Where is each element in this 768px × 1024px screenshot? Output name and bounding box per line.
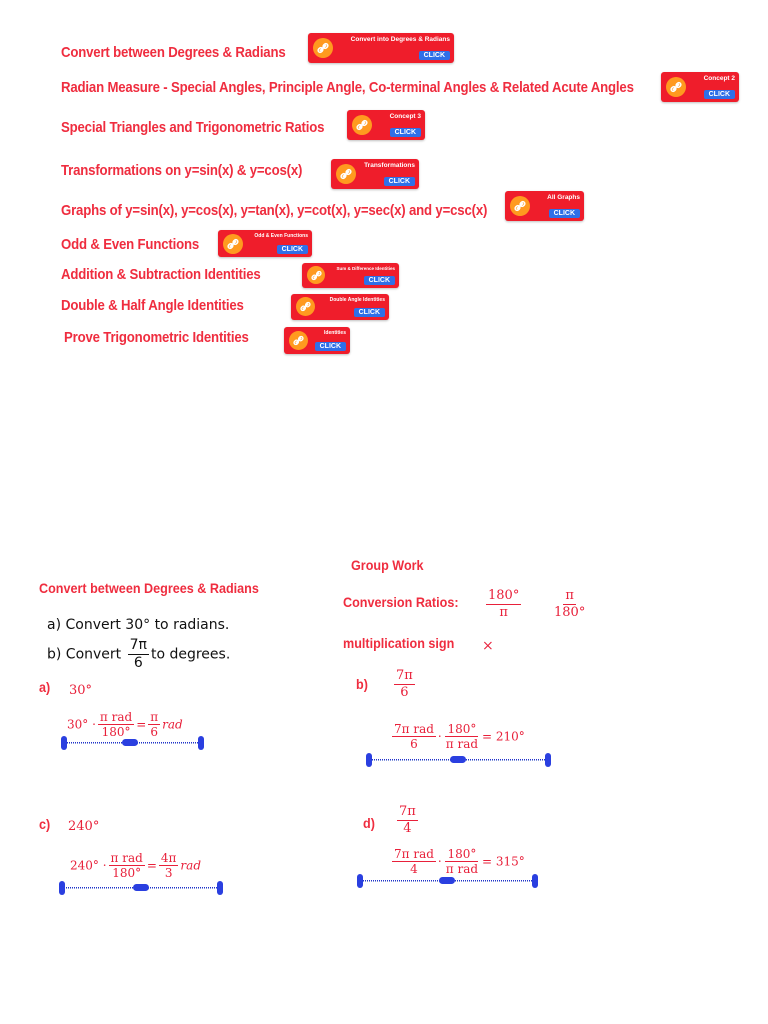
link-button-concept-3[interactable]	[347, 110, 425, 140]
worksheet-title: Convert between Degrees & Radians	[39, 580, 259, 596]
link-button-label: Concept 2	[703, 75, 735, 82]
slider-knob[interactable]	[133, 884, 149, 891]
link-button-label: Concept 3	[389, 113, 421, 120]
part-a-work: 30° · $\frac{\text{π rad}}{180^\circ}$ = $\frac{\pi}{6}$ rad	[67, 710, 183, 740]
link-button-transformations[interactable]	[331, 159, 419, 189]
click-label: CLICK	[419, 51, 450, 60]
question-b-fraction: $\frac{7\pi}{6}$	[129, 637, 147, 671]
part-c-given: 240°	[68, 819, 100, 834]
slider-right-cap[interactable]	[198, 736, 204, 750]
topic-title-1: Convert between Degrees & Radians	[61, 44, 286, 61]
click-label: CLICK	[315, 342, 346, 351]
click-label: CLICK	[277, 245, 308, 254]
slider-a[interactable]	[61, 736, 204, 750]
multiplication-symbol: ×	[482, 638, 494, 654]
link-button-concept-2[interactable]	[661, 72, 739, 102]
link-button-label: Identities	[324, 330, 346, 336]
link-button-label: Transformations	[364, 162, 415, 169]
slider-right-cap[interactable]	[532, 874, 538, 888]
topic-title-3: Special Triangles and Trigonometric Ratios	[61, 119, 325, 136]
link-button-odd-even[interactable]	[218, 230, 312, 257]
link-button-label: Sum & Difference Identities	[336, 266, 395, 271]
conversion-ratios-label: Conversion Ratios:	[343, 594, 459, 610]
link-icon	[307, 266, 325, 284]
topic-title-4: Transformations on y=sin(x) & y=cos(x)	[61, 162, 303, 179]
question-a: a) Convert 30° to radians.	[47, 617, 230, 633]
topic-title-5: Graphs of y=sin(x), y=cos(x), y=tan(x), y=cot(x), y=sec(x) and y=csc(x)	[61, 202, 488, 219]
part-c-work: 240° · $\frac{\text{π rad}}{180^\circ}$ = $\frac{4\pi}{3}$ rad	[70, 851, 201, 881]
multiplication-sign-label: multiplication sign	[343, 635, 455, 651]
click-label: CLICK	[704, 90, 735, 99]
slider-knob[interactable]	[439, 877, 455, 884]
part-c-label: c)	[39, 816, 51, 832]
slider-left-cap[interactable]	[59, 881, 65, 895]
link-button-identities[interactable]	[284, 327, 350, 354]
link-button-label: All Graphs	[547, 194, 580, 201]
part-b-given: $\frac{7\pi}{6}$	[396, 668, 413, 700]
link-button-label: Double Angle Identities	[329, 297, 385, 303]
slider-knob[interactable]	[122, 739, 138, 746]
click-label: CLICK	[354, 308, 385, 317]
part-b-work: $\frac{\text{7π rad}}{6}$ · $\frac{180^\circ}{\text{π rad}}$ = 210°	[394, 722, 525, 752]
click-label: CLICK	[390, 128, 421, 137]
slider-right-cap[interactable]	[545, 753, 551, 767]
link-button-sum-difference[interactable]	[302, 263, 399, 288]
question-b	[47, 637, 230, 672]
ratio-180-over-pi: $\frac{180^\circ}{\pi}$	[488, 588, 520, 620]
slider-c[interactable]	[59, 881, 223, 895]
link-icon	[313, 38, 333, 58]
link-button-label: Odd & Even Functions	[254, 233, 308, 239]
link-icon	[223, 234, 243, 254]
part-d-work: $\frac{\text{7π rad}}{4}$ · $\frac{180^\circ}{\text{π rad}}$ = 315°	[394, 847, 525, 877]
slider-knob[interactable]	[450, 756, 466, 763]
topic-title-7: Addition & Subtraction Identities	[61, 266, 261, 283]
topic-title-2: Radian Measure - Special Angles, Principle Angle, Co-terminal Angles & Related Acute Angles	[61, 79, 634, 96]
link-icon	[289, 331, 308, 350]
slider-right-cap[interactable]	[217, 881, 223, 895]
link-button-all-graphs[interactable]	[505, 191, 584, 221]
slider-left-cap[interactable]	[366, 753, 372, 767]
ratio-pi-over-180: $\frac{\pi}{180^\circ}$	[554, 588, 586, 620]
question-b-prefix: b) Convert	[47, 646, 122, 663]
part-d-given: $\frac{7\pi}{4}$	[399, 804, 416, 836]
part-b-label: b)	[356, 676, 368, 692]
click-label: CLICK	[549, 209, 580, 218]
link-button-label: Convert into Degrees & Radians	[350, 36, 450, 43]
click-label: CLICK	[364, 276, 395, 285]
link-icon	[296, 297, 315, 316]
link-button-double-angle[interactable]	[291, 294, 389, 320]
link-icon	[352, 115, 372, 135]
part-a-label: a)	[39, 679, 51, 695]
link-icon	[666, 77, 686, 97]
question-b-suffix: to degrees.	[150, 646, 231, 663]
slider-d[interactable]	[357, 874, 538, 888]
click-label: CLICK	[384, 177, 415, 186]
slider-b[interactable]	[366, 753, 551, 767]
slider-left-cap[interactable]	[357, 874, 363, 888]
link-button-degrees-radians[interactable]	[308, 33, 454, 63]
topic-title-8: Double & Half Angle Identities	[61, 297, 244, 314]
slider-left-cap[interactable]	[61, 736, 67, 750]
link-icon	[336, 164, 356, 184]
group-work-title: Group Work	[351, 557, 424, 573]
link-icon	[510, 196, 530, 216]
part-d-label: d)	[363, 815, 375, 831]
topic-title-9: Prove Trigonometric Identities	[64, 329, 249, 346]
part-a-given: 30°	[69, 683, 93, 698]
topic-title-6: Odd & Even Functions	[61, 236, 200, 253]
